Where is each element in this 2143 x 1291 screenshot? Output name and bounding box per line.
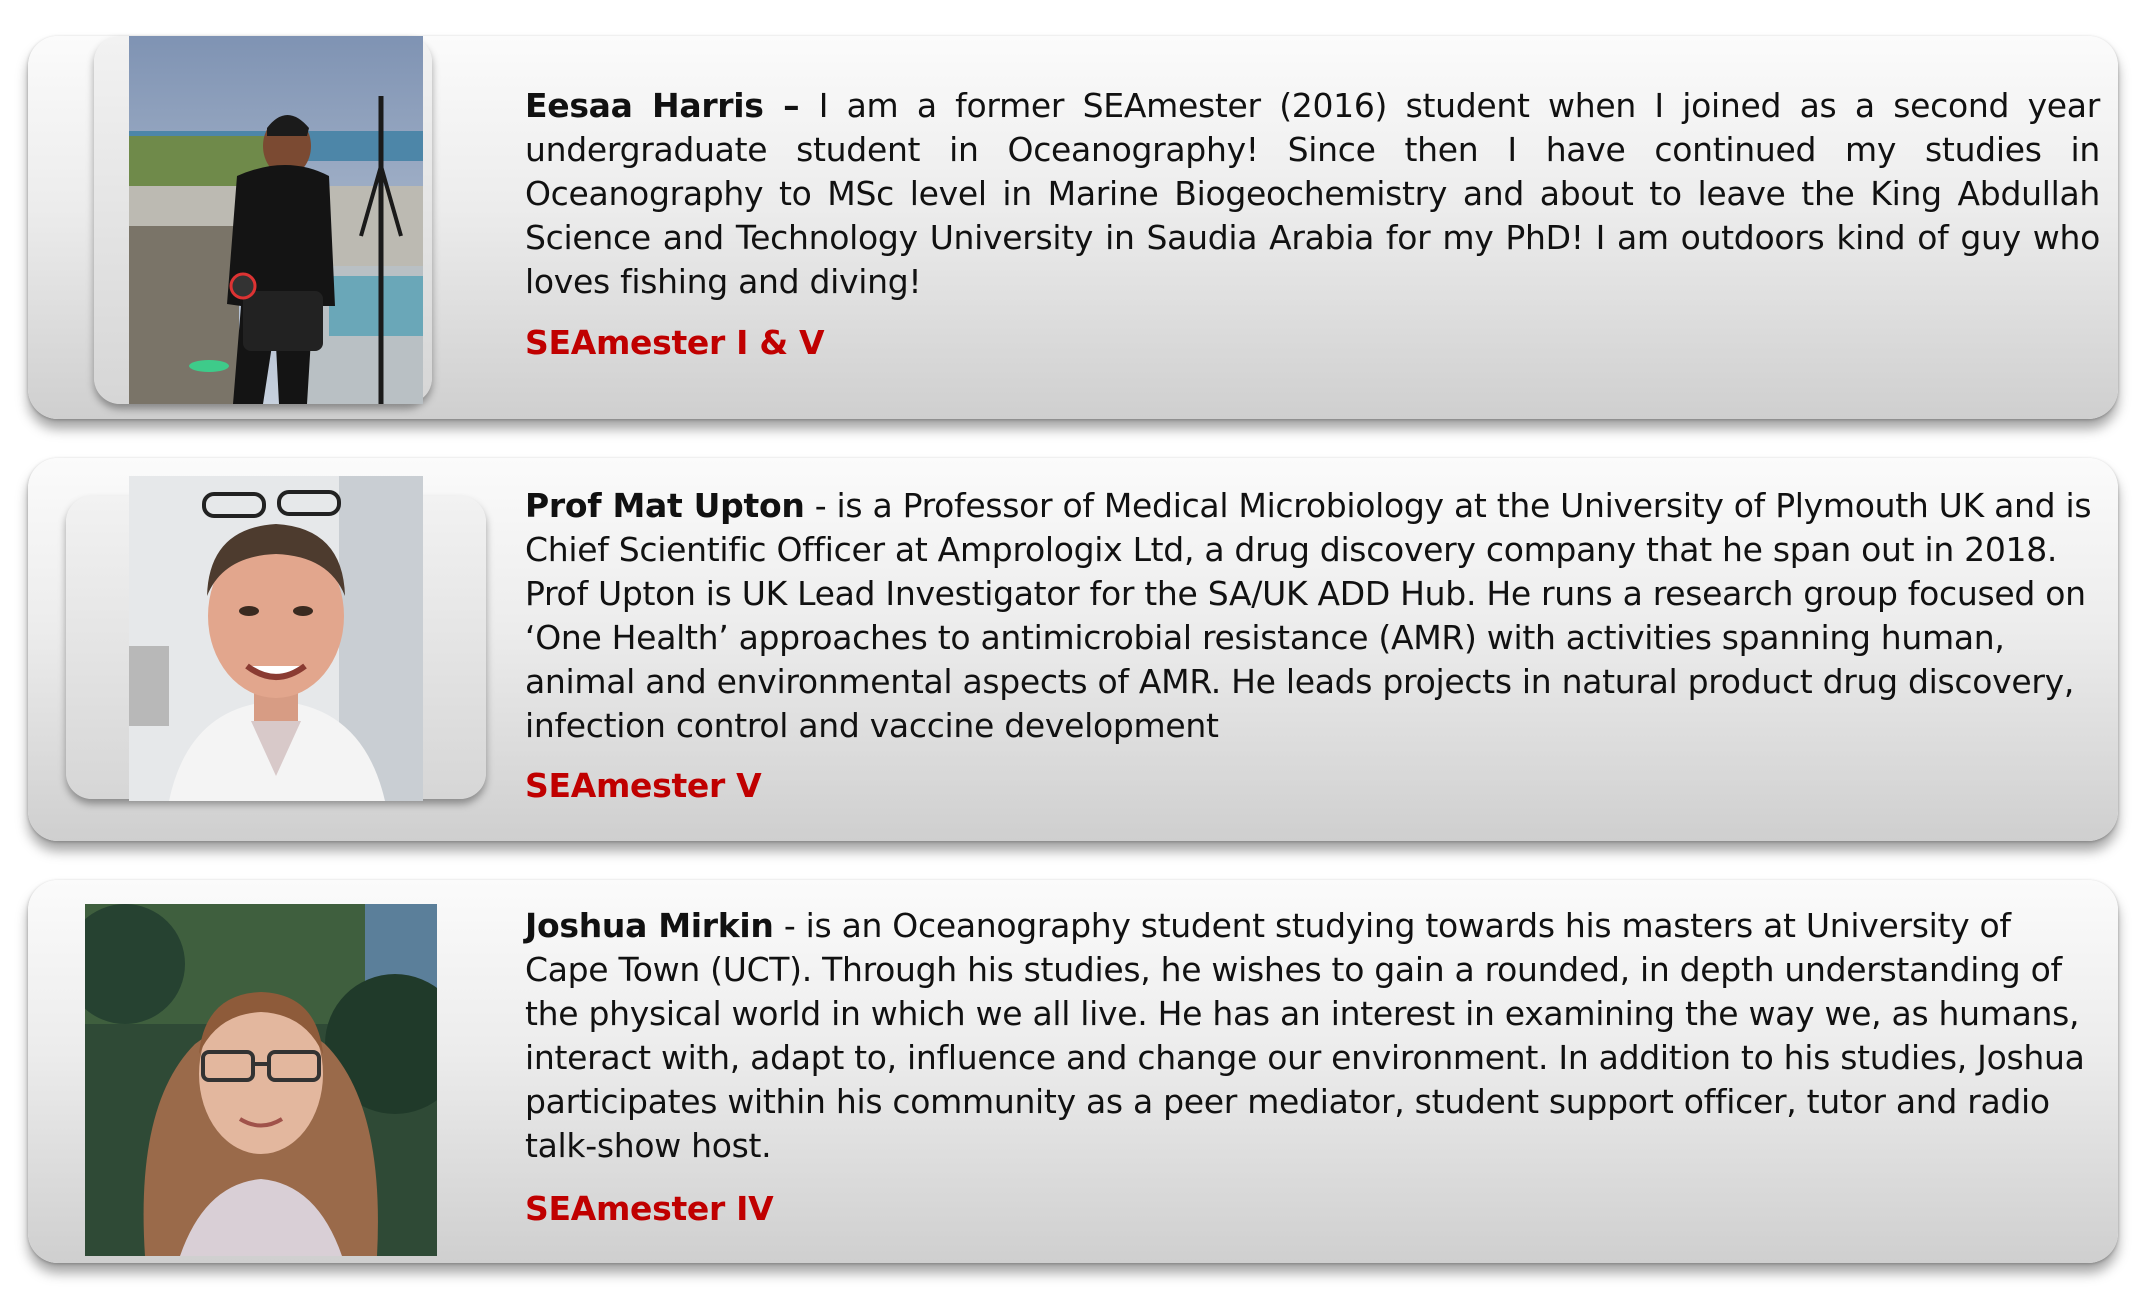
bio-text: is an Oceanography student studying towards his masters at University of Cape Town (UCT). Through his studies, he wishes to gain a rounded, in depth understanding of the physical world in which we all live. He has an interest in examining the way we, as humans, interact with, adapt to, influence and change our environment. In addition to his studies, Joshua participates within his community as a peer mediator, student support officer, tutor and radio talk-show host. [525,906,2085,1165]
profile-name: Prof Mat Upton [525,486,805,525]
name-separator: - [804,486,837,525]
profile-name: Eesaa Harris [525,86,764,125]
profile-card-mat-upton [28,458,2118,841]
profile-bio [525,484,2100,748]
bio-text: is a Professor of Medical Microbiology at the University of Plymouth UK and is Chief Scientific Officer at Amprologix Ltd, a drug discovery company that he span out in 2018. Prof Upton is UK Lead Investigator for the SA/UK ADD Hub. He runs a research group focused on ‘One Health’ approaches to antimicrobial resistance (AMR) with activities spanning human, animal and environmental aspects of AMR. He leads projects in natural product drug discovery, infection control and vaccine development [525,486,2092,745]
person-photo-student-icon [85,904,437,1256]
person-photo-professor-icon [129,476,423,801]
profile-card-eesaa-harris [28,36,2118,419]
profile-bio [525,904,2100,1168]
seamester-tag: SEAmester V [525,766,762,805]
name-separator: – [763,86,819,125]
seamester-tag: SEAmester IV [525,1189,774,1228]
profile-bio [525,84,2100,304]
profile-name: Joshua Mirkin [525,906,774,945]
profile-card-joshua-mirkin [28,880,2118,1263]
seamester-tag: SEAmester I & V [525,323,825,362]
bio-text: I am a former SEAmester (2016) student when I joined as a second year undergraduate student in Oceanography! Since then I have continued my studies in Oceanography to MSc level in Marine Biogeochemistry and about to leave the King Abdullah Science and Technology University in Saudia Arabia for my PhD! I am outdoors kind of guy who loves fishing and diving! [525,86,2101,301]
person-photo-diver-icon [129,36,423,404]
name-separator: - [773,906,806,945]
